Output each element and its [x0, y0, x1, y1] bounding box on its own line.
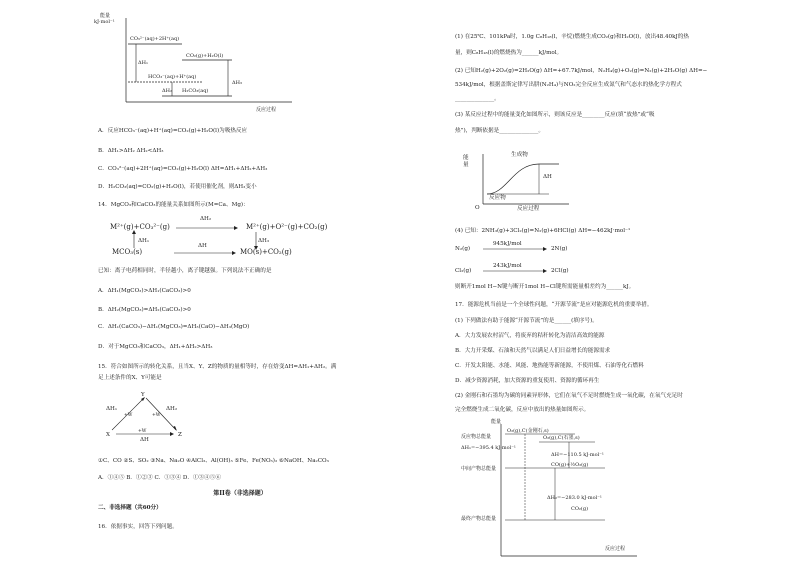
q17-line-d: 完全燃烧生成二氧化碳，反应中放出的热量如图所示。	[455, 407, 590, 413]
level-3-label: HCO₃⁻(aq)+H⁺(aq)	[148, 74, 197, 80]
n2-right: 2N(g)	[551, 246, 568, 252]
q14-stem: 14．MgCO₃和CaCO₃的能量关系如图所示(M=Ca、Mg)：	[98, 202, 249, 208]
q17-option-b: B．大力开采煤、石油和天然气以满足人们日益增长的能源需求	[455, 348, 611, 354]
q16-stem: 16．依据事实，回答下列问题。	[98, 524, 178, 530]
q15-h1: ΔH₁	[106, 406, 118, 412]
q13-option-c: C．CO₃²⁻(aq)+2H⁺(aq)=CO₂(g)+H₂O(l) ΔH=ΔH₁+ΔH₂+ΔH₃	[98, 166, 268, 172]
q14-m3: MCO₃(s)	[112, 248, 143, 256]
p1-line-b: 量，则C₈H₁₈(l)的燃烧热为______kJ/mol。	[455, 50, 563, 56]
p3-line-b: 热”)，判断依据是______________。	[455, 128, 544, 134]
q14-h2: ΔH₂	[200, 216, 212, 222]
diag2-dh-mid: ΔH=−110.5 kJ·mol⁻¹	[551, 452, 604, 458]
q13-option-b: B．ΔH₁>ΔH₂ ΔH₂<ΔH₃	[98, 148, 164, 154]
q17-option-c: C．开发太阳能、水能、风能、地热能等新能源，不使用煤、石油等化石燃料	[455, 363, 644, 369]
diagram-yunit: kJ·mol⁻¹	[94, 19, 115, 25]
q17-option-a: A．大力发展农村沼气，将废弃的秸秆转化为清洁高效的能源	[455, 333, 605, 339]
q14-h: ΔH	[198, 243, 207, 249]
curve-product: 生成物	[511, 152, 528, 158]
q14-option-d: D．对于MgCO₃和CaCO₃，ΔH₁+ΔH₂>ΔH₃	[98, 344, 213, 350]
p4-line-a: (4) 已知：2NH₃(g)+3Cl₂(g)=N₂(g)+6HCl(g) ΔH=−462kJ·mol⁻¹	[455, 228, 631, 234]
q14-m2: M²⁺(g)+O²⁻(g)+CO₂(g)	[246, 223, 328, 231]
diag2-xlabel: 反应过程	[605, 546, 626, 552]
q17-line-c: (2) 金刚石和石墨均为碳的同素异形体，它们在氧气不足时燃烧生成一氧化碳，在氧气充足时	[455, 393, 683, 399]
p4-line-b: 则断开1mol H−N键与断开1mol H−Cl键所需能量相差约为______kJ。	[455, 284, 635, 290]
p1-line-a: (1) 在25℃、101kPa时，1.0g C₈H₁₈(l，辛烷)燃烧生成CO₂(g)和H₂O(l)，放出48.40kJ的热	[455, 34, 689, 40]
level-4-label: H₂CO₃(aq)	[182, 88, 209, 94]
dh2-label: ΔH₂	[162, 88, 172, 94]
q14-h1: ΔH₁	[138, 238, 150, 244]
curve-dh: ΔH	[543, 174, 552, 180]
cl2-left: Cl₂(g)	[455, 268, 472, 274]
q14-h3: ΔH₃	[258, 238, 270, 244]
section-2-header: 二、非选择题（共60分）	[98, 505, 162, 511]
cl2-right: 2Cl(g)	[551, 268, 569, 274]
diag2-mid-label: 中间产物总能量	[461, 466, 497, 472]
q15-w2: +W	[152, 413, 161, 418]
diag2-mid-sub: CO(g)+½O₂(g)	[551, 462, 589, 468]
q15-z: Z	[178, 432, 182, 438]
curve-reactant: 反应物	[489, 195, 506, 201]
dh1-label: ΔH₁	[138, 60, 148, 66]
level-2-label: CO₂(g)+H₂O(l)	[186, 53, 224, 59]
diag2-top: O₂(g),C(金刚石,s)	[507, 428, 549, 434]
q15-options: A．①④⑤ B．①②③ C．①③④ D．①③④⑤⑥	[98, 475, 221, 481]
q14-m1: M²⁺(g)+CO₃²⁻(g)	[110, 223, 170, 231]
q14-option-b: B．ΔH₂(MgCO₃)=ΔH₂(CaCO₃)>0	[98, 307, 191, 313]
q15-stem-2: 足上述条件的X、Y可能是	[98, 375, 162, 381]
q14-text: 已知：离子电荷相同时，半径越小，离子键越强。下列说法不正确的是	[98, 268, 272, 274]
q15-h2: ΔH₂	[166, 406, 178, 412]
q14-m4: MO(s)+CO₂(g)	[240, 248, 292, 256]
energy-curve-diagram	[469, 150, 579, 210]
q15-items: ①C、CO ②S、SO₂ ③Na、Na₂O ④AlCl₃、Al(OH)₃ ⑤Fe、Fe(NO₃)₂ ⑥NaOH、Na₂CO₃	[98, 458, 329, 464]
cl2-energy: 243kJ/mol	[493, 263, 522, 269]
q17-line-b: (1) 下列做法有助于能源“开源节流”的是______(填序号)。	[455, 318, 598, 324]
n2-left: N₂(g)	[455, 246, 471, 252]
curve-origin: O	[475, 205, 480, 211]
p3-line-a: (3) 某反应过程中的能量变化如图所示，则该反应是________反应(填“放热”或“吸	[455, 112, 655, 118]
diag2-dh1: ΔH₁=−395.4 kJ·mol⁻¹	[461, 445, 516, 451]
q15-x: X	[106, 432, 110, 438]
energy-level-diagram	[102, 10, 302, 110]
diag2-ylabel: 能量	[491, 419, 502, 425]
diag2-dh2: ΔH₂=−283.0 kJ·mol⁻¹	[547, 495, 602, 501]
q15-w1: +W	[124, 413, 133, 418]
q15-h: ΔH	[140, 437, 149, 443]
diag2-co2: CO₂(g)	[571, 506, 589, 512]
q15-stem-1: 15．符合如图所示的转化关系，且当X、Y、Z的物质的量相等时，存在焓变ΔH=ΔH₁+ΔH₂。满	[98, 364, 337, 370]
q13-option-a: A．反应HCO₃⁻(aq)+H⁺(aq)=CO₂(g)+H₂O(l)为吸热反应	[98, 128, 248, 134]
q15-triangle-diagram	[104, 390, 194, 450]
p2-line-b: 534kJ/mol，根据盖斯定律写出肼(N₂H₄)与NO₂完全反应生成氮气和气态水的热化学方程式	[455, 82, 682, 88]
diag2-reactant-label: 反应物总能量	[461, 434, 492, 440]
q15-w3: +W	[138, 429, 147, 434]
diagram-xlabel: 反应过程	[256, 107, 277, 113]
n2-energy: 945kJ/mol	[493, 241, 522, 247]
q15-y: Y	[141, 392, 145, 398]
diag2-mid-top: O₂(g),C(石墨,s)	[543, 435, 580, 441]
diagram-ylabel: 能量	[100, 13, 111, 19]
q17-option-d: D．减少资源消耗，加大资源的重复使用、资源的循环再生	[455, 378, 600, 384]
q17-line-a: 17．能源危机当前是一个全球性问题，“开源节流”是应对能源危机的重要举措。	[455, 302, 653, 308]
q13-option-d: D．H₂CO₃(aq)=CO₂(g)+H₂O(l)，若使用催化剂，则ΔH₃变小	[98, 184, 257, 190]
curve-ylabel-2: 量	[463, 162, 469, 168]
section-title: 第II卷（非选择题）	[213, 490, 267, 497]
p2-line-a: (2) 已知H₂(g)+2O₂(g)=2H₂O(g) ΔH=+67.7kJ/mol，N₂H₄(g)+O₂(g)=N₂(g)+2H₂O(g) ΔH=−	[455, 68, 708, 74]
curve-ylabel-1: 能	[463, 155, 469, 161]
diag2-final-label: 最终产物总能量	[461, 516, 497, 522]
level-1-label: CO₃²⁻(aq)+2H⁺(aq)	[130, 36, 180, 42]
p2-line-c: ______________。	[455, 96, 500, 102]
curve-xlabel: 反应过程	[517, 206, 540, 212]
q14-option-a: A．ΔH₁(MgCO₃)>ΔH₁(CaCO₃)>0	[98, 288, 191, 294]
carbon-energy-diagram	[495, 420, 645, 560]
dh3-label: ΔH₃	[232, 80, 242, 86]
q14-option-c: C．ΔH₁(CaCO₃)−ΔH₁(MgCO₃)=ΔH₃(CaO)−ΔH₃(MgO)	[98, 324, 250, 330]
